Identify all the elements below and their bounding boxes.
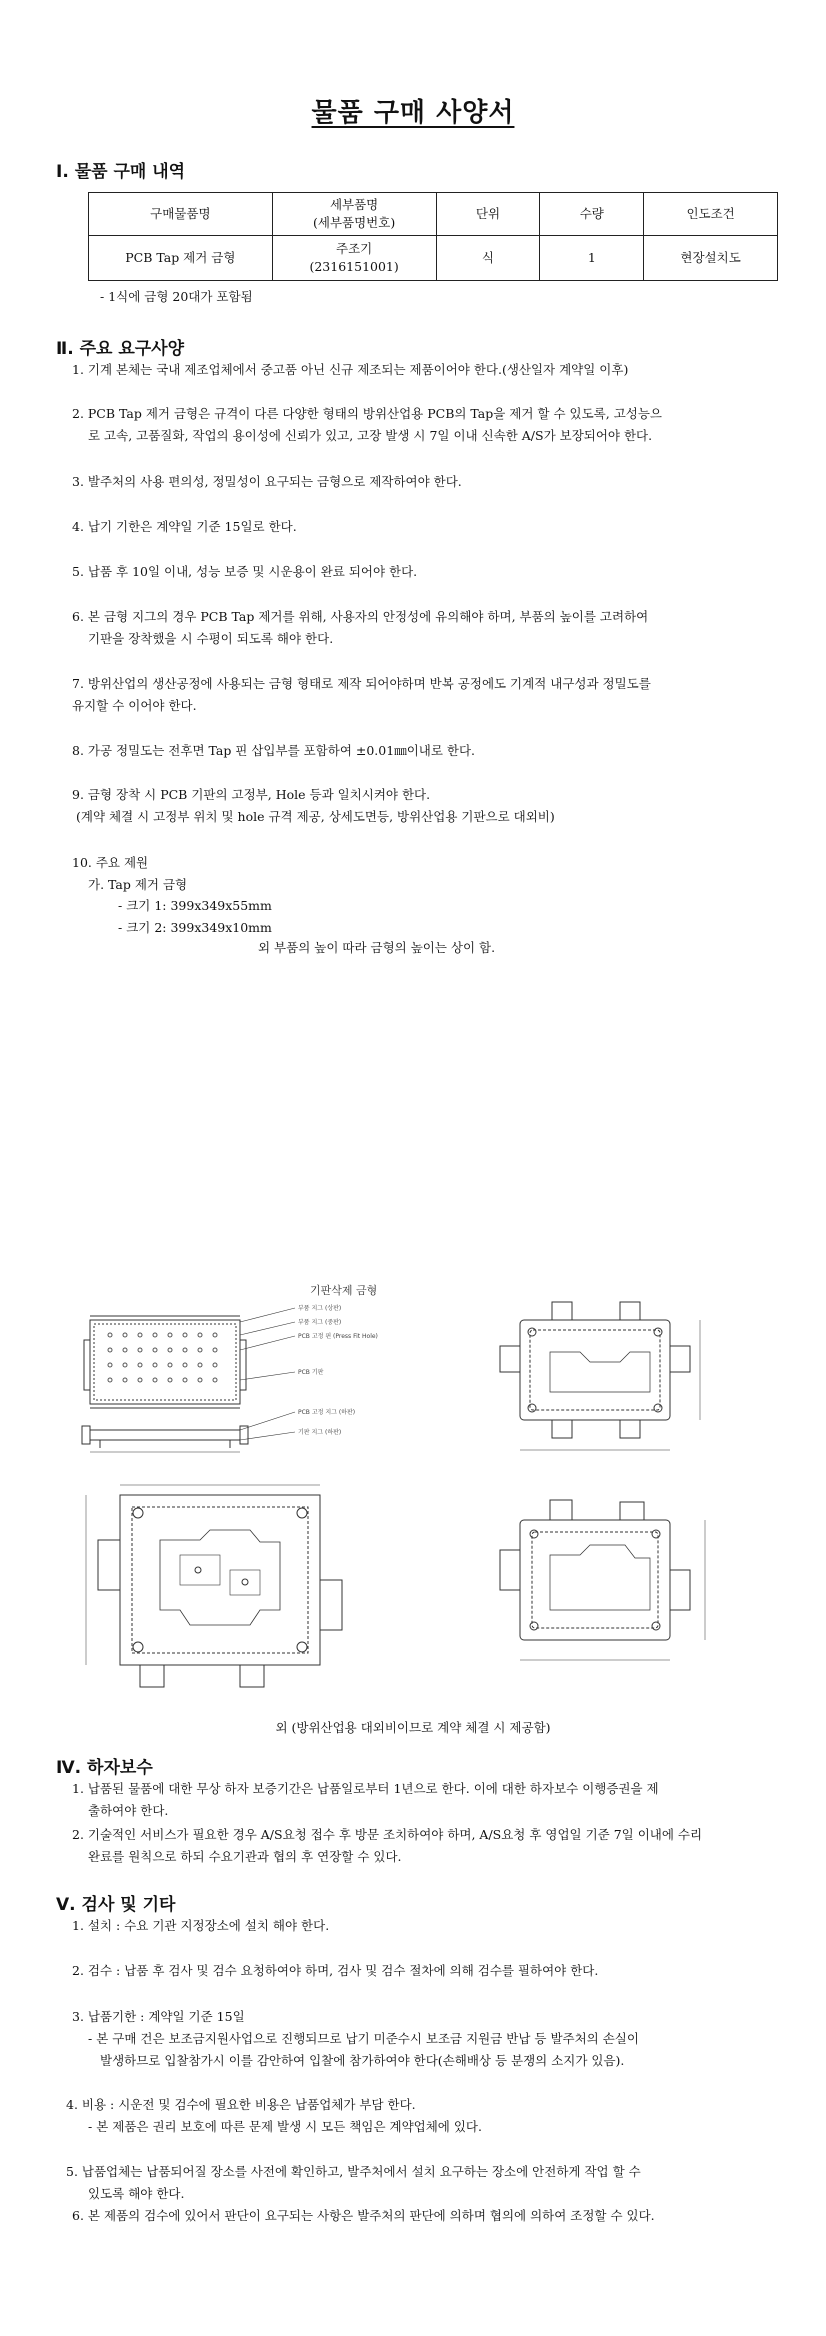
callout-4: PCB 기판: [298, 1369, 324, 1376]
req-item-6-cont: 기판을 장착했을 시 수평이 되도록 해야 한다.: [88, 631, 334, 646]
req-item-10: 10. 주요 제원: [72, 855, 149, 870]
etc-item-5: 5. 납품업체는 납품되어질 장소를 사전에 확인하고, 발주처에서 설치 요구하는 장소에 안전하게 작업 할 수: [66, 2164, 641, 2179]
etc-item-2: 2. 검수 : 납품 후 검사 및 검수 요청하여야 하며, 검사 및 검수 절차에 의해 검수를 필하여야 한다.: [72, 1963, 599, 1978]
header-detail-line1: 세부품명: [329, 197, 379, 212]
req-item-2: 2. PCB Tap 제거 금형은 규격이 다른 다양한 형태의 방위산업용 PCB의 Tap을 제거 할 수 있도록, 고성능으: [72, 406, 662, 421]
table-note: - 1식에 금형 20대가 포함됨: [100, 289, 253, 304]
req-item-7-cont: 유지할 수 이어야 한다.: [72, 698, 197, 713]
section-1-heading: Ⅰ. 물품 구매 내역: [56, 162, 186, 182]
cell-unit: 식: [436, 236, 540, 281]
cell-detail-line1: 주조기: [336, 241, 373, 256]
etc-item-6: 6. 본 제품의 검수에 있어서 판단이 요구되는 사항은 발주처의 판단에 의하며 협의에 의하여 조정할 수 있다.: [72, 2208, 655, 2223]
warranty-item-1: 1. 납품된 물품에 대한 무상 하자 보증기간은 납품일로부터 1년으로 한다. 이에 대한 하자보수 이행증권을 제: [72, 1781, 659, 1796]
table-row: [89, 236, 778, 281]
req-item-3: 3. 발주처의 사용 편의성, 정밀성이 요구되는 금형으로 제작하여야 한다.: [72, 474, 462, 489]
plan-view-bottom-left: [86, 1485, 342, 1687]
req-item-9-cont: (계약 체결 시 고정부 위치 및 hole 규격 제공, 상세도면등, 방위산업용 기판으로 대외비): [76, 809, 555, 824]
warranty-item-1-cont: 출하여야 한다.: [88, 1803, 169, 1818]
req-item-2-cont: 로 고속, 고품질화, 작업의 용이성에 신뢰가 있고, 고장 발생 시 7일 이내 신속한 A/S가 보장되어야 한다.: [88, 428, 653, 443]
req-item-8: 8. 가공 정밀도는 전후면 Tap 핀 삽입부를 포함하여 ±0.01㎜이내로 한다.: [72, 743, 476, 758]
header-qty: 수량: [540, 193, 644, 236]
req-item-10-size1: - 크기 1: 399x349x55mm: [118, 898, 272, 913]
section-4-heading: Ⅳ. 하자보수: [56, 1758, 153, 1778]
header-unit: 단위: [436, 193, 540, 236]
header-item-name: 구매물품명: [89, 193, 273, 236]
header-detail-line2: (세부품명번호): [313, 215, 396, 230]
req-item-6: 6. 본 금형 지그의 경우 PCB Tap 제거를 위해, 사용자의 안정성에 유의해야 하며, 부품의 높이를 고려하여: [72, 609, 649, 624]
etc-item-4: 4. 비용 : 시운전 및 검수에 필요한 비용은 납품업체가 부담 한다.: [66, 2097, 416, 2112]
callout-3: PCB 고정 핀 (Press Fit Hole): [298, 1333, 378, 1340]
callout-5: PCB 고정 지그 (하판): [298, 1409, 356, 1416]
etc-item-1: 1. 설치 : 수요 기관 지정장소에 설치 해야 한다.: [72, 1918, 330, 1933]
etc-item-3-note-cont: 발생하므로 입찰참가시 이를 감안하여 입찰에 참가하여야 한다(손해배상 등 분쟁의 소지가 있음).: [100, 2053, 625, 2068]
etc-item-3: 3. 납품기한 : 계약일 기준 15일: [72, 2009, 245, 2024]
callout-2: 부품 지그 (중판): [298, 1319, 342, 1326]
cell-item-name: PCB Tap 제거 금형: [89, 236, 273, 281]
plan-view-top-right: [500, 1302, 700, 1450]
section-5-heading: Ⅴ. 검사 및 기타: [56, 1895, 176, 1915]
etc-item-5-cont: 있도록 해야 한다.: [88, 2186, 185, 2201]
drawing-caption: 외 (방위산업용 대외비이므로 계약 체결 시 제공함): [275, 1720, 551, 1735]
req-item-7: 7. 방위산업의 생산공정에 사용되는 금형 형태로 제작 되어야하며 반복 공정에도 기계적 내구성과 정밀도를: [72, 676, 651, 691]
req-item-10-size2: - 크기 2: 399x349x10mm: [118, 920, 272, 935]
req-item-5: 5. 납품 후 10일 이내, 성능 보증 및 시운용이 완료 되어야 한다.: [72, 564, 418, 579]
header-delivery: 인도조건: [644, 193, 778, 236]
header-detail: [272, 193, 436, 236]
cell-detail: [272, 236, 436, 281]
cell-qty: 1: [540, 236, 644, 281]
req-item-10-a: 가. Tap 제거 금형: [88, 877, 188, 892]
exploded-view: [82, 1308, 295, 1452]
cell-detail-line2: (2316151001): [309, 259, 399, 274]
callout-1: 부품 지그 (상판): [298, 1305, 342, 1312]
req-item-4: 4. 납기 기한은 계약일 기준 15일로 한다.: [72, 519, 297, 534]
drawing-label: 기판삭제 금형: [310, 1284, 378, 1297]
req-item-9: 9. 금형 장착 시 PCB 기판의 고정부, Hole 등과 일치시켜야 한다.: [72, 787, 431, 802]
cell-delivery: 현장설치도: [644, 236, 778, 281]
purchase-table: [88, 192, 778, 281]
plan-view-bottom-right: [500, 1500, 705, 1660]
req-item-10-note: 외 부품의 높이 따라 금형의 높이는 상이 함.: [258, 940, 496, 955]
callout-6: 기판 지그 (하판): [298, 1429, 342, 1436]
document-title: 물품 구매 사양서: [311, 98, 515, 128]
warranty-item-2-cont: 완료를 원칙으로 하되 수요기관과 협의 후 연장할 수 있다.: [88, 1849, 402, 1864]
table-header-row: [89, 193, 778, 236]
technical-drawing: [80, 1280, 760, 1720]
etc-item-4-note: - 본 제품은 권리 보호에 따른 문제 발생 시 모든 책임은 계약업체에 있다.: [88, 2119, 482, 2134]
warranty-item-2: 2. 기술적인 서비스가 필요한 경우 A/S요청 접수 후 방문 조치하여야 하며, A/S요청 후 영업일 기준 7일 이내에 수리: [72, 1827, 703, 1842]
etc-item-3-note: - 본 구매 건은 보조금지원사업으로 진행되므로 납기 미준수시 보조금 지원금 반납 등 발주처의 손실이: [88, 2031, 639, 2046]
req-item-1: 1. 기계 본체는 국내 제조업체에서 중고품 아닌 신규 제조되는 제품이어야 한다.(생산일자 계약일 이후): [72, 362, 629, 377]
section-2-heading: Ⅱ. 주요 요구사양: [56, 339, 185, 359]
